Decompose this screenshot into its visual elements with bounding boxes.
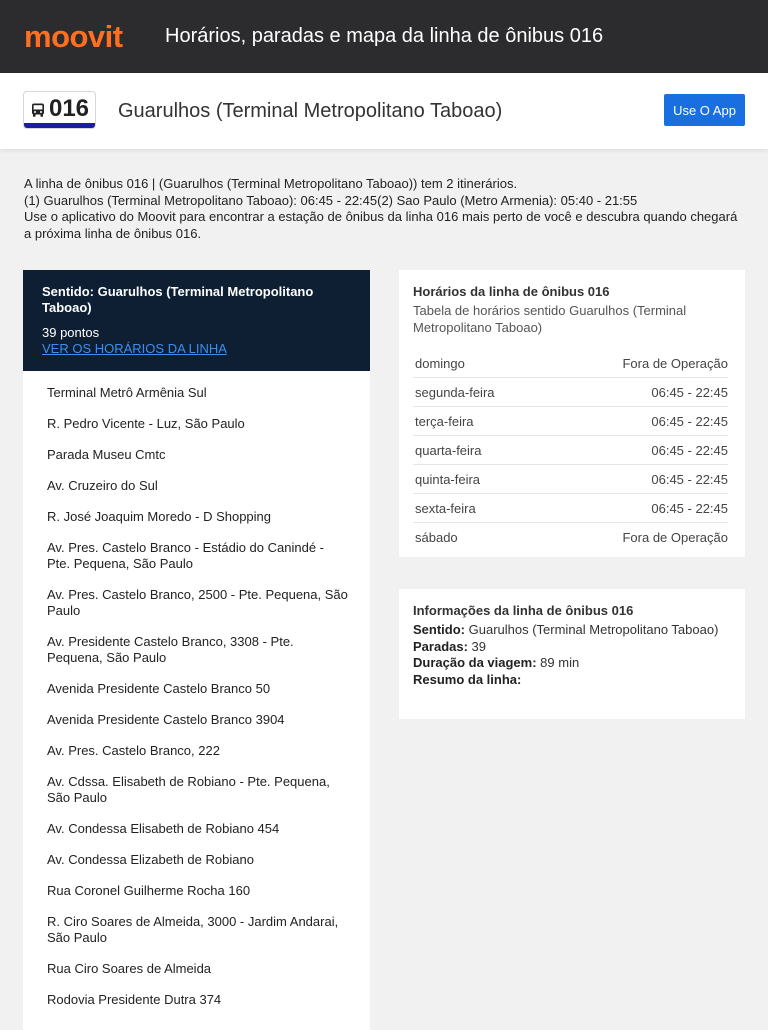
top-bar xyxy=(0,0,768,73)
table-row xyxy=(413,407,728,436)
line-info-card xyxy=(399,589,745,719)
stop-item[interactable]: Rodovia Presidente Dutra 374 xyxy=(47,992,222,1007)
stop-list xyxy=(23,371,370,1008)
stop-item[interactable]: Av. Cdssa. Elisabeth de Robiano - Pte. Pequena, São Paulo xyxy=(47,774,330,805)
info-direction xyxy=(413,622,728,639)
schedule-time: 06:45 - 22:45 xyxy=(549,465,728,494)
line-title: Guarulhos (Terminal Metropolitano Taboao) xyxy=(118,100,503,122)
schedule-table xyxy=(413,349,728,551)
stop-item[interactable]: R. Pedro Vicente - Luz, São Paulo xyxy=(47,416,245,431)
stop-item[interactable]: Rua Ciro Soares de Almeida xyxy=(47,961,212,976)
info-title: Informações da linha de ônibus 016 xyxy=(413,603,634,618)
info-stops xyxy=(413,639,728,656)
stop-item[interactable]: Av. Cruzeiro do Sul xyxy=(47,478,158,493)
stop-item[interactable]: Rua Coronel Guilherme Rocha 160 xyxy=(47,883,251,898)
info-stops-value: 39 xyxy=(471,638,487,654)
stop-item[interactable]: Av. Pres. Castelo Branco, 2500 - Pte. Pequena, São Paulo xyxy=(47,587,348,618)
schedule-day: sexta-feira xyxy=(413,494,549,523)
info-summary xyxy=(413,672,728,689)
table-row xyxy=(413,494,728,523)
stop-item[interactable]: Av. Condessa Elisabeth de Robiano 454 xyxy=(47,821,280,836)
schedule-title: Horários da linha de ônibus 016 xyxy=(413,284,610,299)
moovit-logo[interactable]: moovit xyxy=(24,18,123,54)
stop-item[interactable]: Terminal Metrô Armênia Sul xyxy=(47,385,207,400)
stop-item[interactable]: Av. Pres. Castelo Branco, 222 xyxy=(47,743,220,758)
schedule-subtitle: Tabela de horários sentido Guarulhos (Terminal Metropolitano Taboao) xyxy=(413,303,687,335)
page-title: Horários, paradas e mapa da linha de ônibus 016 xyxy=(165,25,604,47)
info-duration-value: 89 min xyxy=(540,655,580,670)
table-row xyxy=(413,465,728,494)
line-number: 016 xyxy=(48,94,90,122)
line-header xyxy=(0,73,768,149)
line-badge xyxy=(23,91,96,129)
route-direction: Sentido: Guarulhos (Terminal Metropolitano Taboao) xyxy=(42,284,314,315)
info-stops-label: Paradas: xyxy=(413,638,468,654)
schedule-day: terça-feira xyxy=(413,407,549,436)
schedule-time: 06:45 - 22:45 xyxy=(549,494,728,523)
table-row xyxy=(413,349,728,378)
stop-item[interactable]: R. José Joaquim Moredo - D Shopping xyxy=(47,509,272,524)
stop-item[interactable]: Av. Condessa Elizabeth de Robiano xyxy=(47,852,254,867)
intro-text xyxy=(24,176,744,242)
table-row xyxy=(413,378,728,407)
schedule-day: sábado xyxy=(415,530,458,545)
stop-item[interactable]: Av. Pres. Castelo Branco - Estádio do Canindé - Pte. Pequena, São Paulo xyxy=(47,540,324,571)
schedule-day: quarta-feira xyxy=(413,436,549,465)
schedule-time: 06:45 - 22:45 xyxy=(549,378,728,407)
schedule-time: Fora de Operação xyxy=(549,349,728,378)
stop-item[interactable]: R. Ciro Soares de Almeida, 3000 - Jardim Andarai, São Paulo xyxy=(47,914,339,945)
route-stop-count: 39 pontos xyxy=(42,325,100,340)
intro-line-2: (1) Guarulhos (Terminal Metropolitano Taboao): 06:45 - 22:45(2) Sao Paulo (Metro Armenia): 05:40 - 21:55 xyxy=(24,192,638,208)
schedule-time: Fora de Operação xyxy=(622,530,728,545)
bus-icon xyxy=(30,102,46,118)
schedule-time: 06:45 - 22:45 xyxy=(549,407,728,436)
route-header xyxy=(23,270,370,371)
stop-item[interactable]: Parada Museu Cmtc xyxy=(47,447,166,462)
route-card xyxy=(23,270,370,1030)
intro-line-3: Use o aplicativo do Moovit para encontrar a estação de ônibus da linha 016 mais perto de você e descubra quando chegará a próxima linha de ônibus 016. xyxy=(24,209,738,241)
info-duration xyxy=(413,655,728,672)
intro-line-1: A linha de ônibus 016 | (Guarulhos (Terminal Metropolitano Taboao)) tem 2 itinerários. xyxy=(24,176,518,191)
schedule-day: domingo xyxy=(413,349,549,378)
schedule-card xyxy=(399,270,745,557)
use-app-button[interactable]: Use O App xyxy=(664,94,745,126)
stop-item[interactable]: Av. Presidente Castelo Branco, 3308 - Pte. Pequena, São Paulo xyxy=(47,634,294,665)
info-direction-value: Guarulhos (Terminal Metropolitano Taboao) xyxy=(468,622,719,637)
schedule-time: 06:45 - 22:45 xyxy=(549,436,728,465)
table-row xyxy=(413,523,728,552)
info-direction-label: Sentido: xyxy=(413,622,465,637)
stop-item[interactable]: Avenida Presidente Castelo Branco 3904 xyxy=(47,712,285,727)
table-row xyxy=(413,436,728,465)
info-summary-label: Resumo da linha: xyxy=(413,671,522,687)
info-duration-label: Duração da viagem: xyxy=(413,655,537,670)
view-schedule-link[interactable]: VER OS HORÁRIOS DA LINHA xyxy=(42,341,227,356)
schedule-day: segunda-feira xyxy=(413,378,549,407)
schedule-day: quinta-feira xyxy=(413,465,549,494)
stop-item[interactable]: Avenida Presidente Castelo Branco 50 xyxy=(47,681,271,696)
